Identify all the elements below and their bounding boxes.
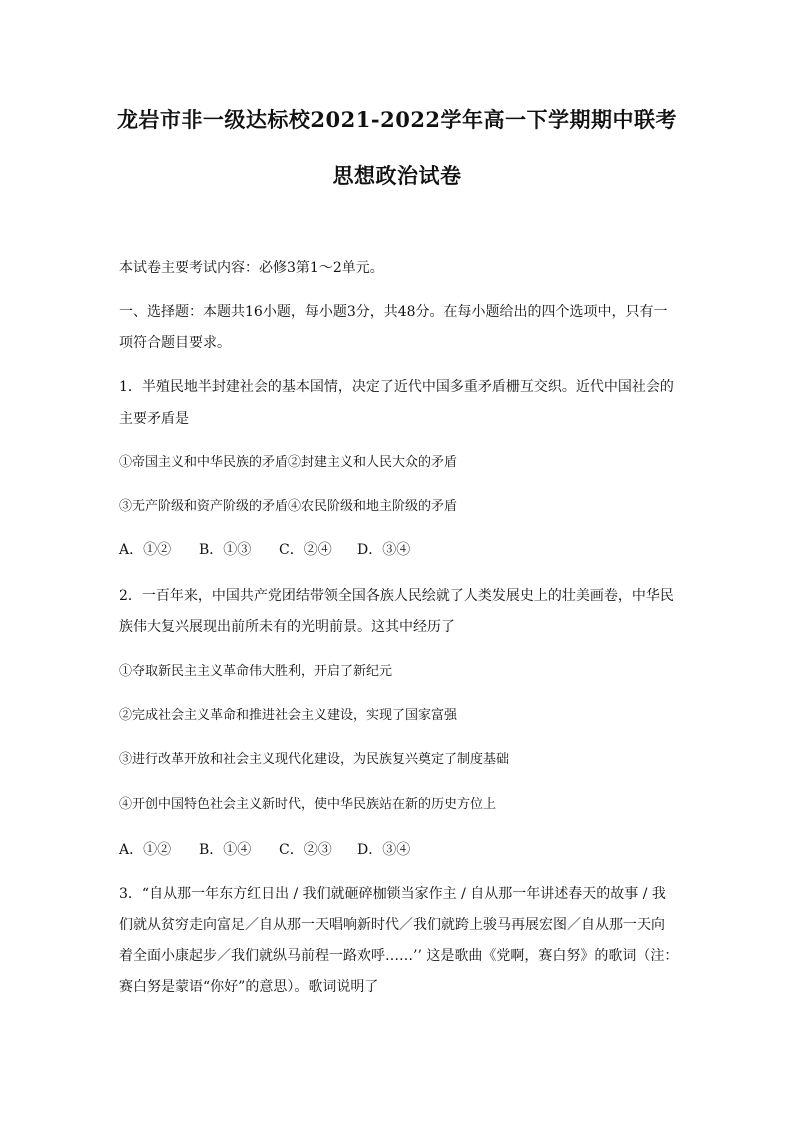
q1-choice-c: C．②④ xyxy=(279,542,332,558)
q1-stem-line2: 主要矛盾是 xyxy=(119,411,189,427)
q1-choice-d: D．③④ xyxy=(357,542,411,558)
q3-stem-line2: 们就从贫穷走向富足／自从那一天唱响新时代／我们就跨上骏马再展宏图／自从那一天向 xyxy=(119,917,665,933)
q2-choice-d: D．③④ xyxy=(357,842,411,858)
q2-option-2: ②完成社会主义革命和推进社会主义建设，实现了国家富强 xyxy=(119,708,458,723)
q2-option-3: ③进行改革开放和社会主义现代化建设，为民族复兴奠定了制度基础 xyxy=(119,752,510,767)
q3-stem-line3: 着全面小康起步／我们就纵马前程一路欢呼……’’ 这是歌曲《党啊，赛白努》的歌词（注： xyxy=(119,948,679,964)
q1-option-line1: ①帝国主义和中华民族的矛盾②封建主义和人民大众的矛盾 xyxy=(119,455,458,470)
q1-choice-a: A．①② xyxy=(119,542,172,558)
section-header-line1: 一、选择题：本题共16小题，每小题3分，共48分。在每小题给出的四个选项中，只有一 xyxy=(119,304,668,320)
q2-choice-a: A．①② xyxy=(119,842,172,858)
q3-stem-line1: 3．“自从那一年东方红日出 / 我们就砸碎枷锁当家作主 / 自从那一年讲述春天的故事 / 我 xyxy=(119,886,666,902)
exam-subtitle: 思想政治试卷 xyxy=(332,163,462,188)
q2-stem-line2: 族伟大复兴展现出前所未有的光明前景。这其中经历了 xyxy=(119,619,455,635)
section-header-line2: 项符合题目要求。 xyxy=(119,335,231,351)
q1-choices xyxy=(119,540,410,560)
q2-option-1: ①夺取新民主主义革命伟大胜利，开启了新纪元 xyxy=(119,664,393,679)
q2-stem-line1: 2．一百年来，中国共产党团结带领全国各族人民绘就了人类发展史上的壮美画卷，中华民 xyxy=(119,588,674,604)
q2-choice-c: C．②③ xyxy=(279,842,332,858)
exam-title: 龙岩市非一级达标校2021-2022学年高一下学期期中联考 xyxy=(116,107,678,132)
q2-option-4: ④开创中国特色社会主义新时代，使中华民族站在新的历史方位上 xyxy=(119,797,497,812)
q1-stem-line1: 1．半殖民地半封建社会的基本国情，决定了近代中国多重矛盾栅互交织。近代中国社会的 xyxy=(119,379,674,395)
q1-choice-b: B．①③ xyxy=(199,542,252,558)
q2-choice-b: B．①④ xyxy=(199,842,252,858)
q2-choices xyxy=(119,840,410,860)
q1-option-line2: ③无产阶级和资产阶级的矛盾④农民阶级和地主阶级的矛盾 xyxy=(119,499,458,514)
q3-stem-line4: 赛白努是蒙语“你好”的意思）。歌词说明了 xyxy=(119,979,379,995)
exam-scope-note: 本试卷主要考试内容：必修3第1～2单元。 xyxy=(119,260,384,276)
